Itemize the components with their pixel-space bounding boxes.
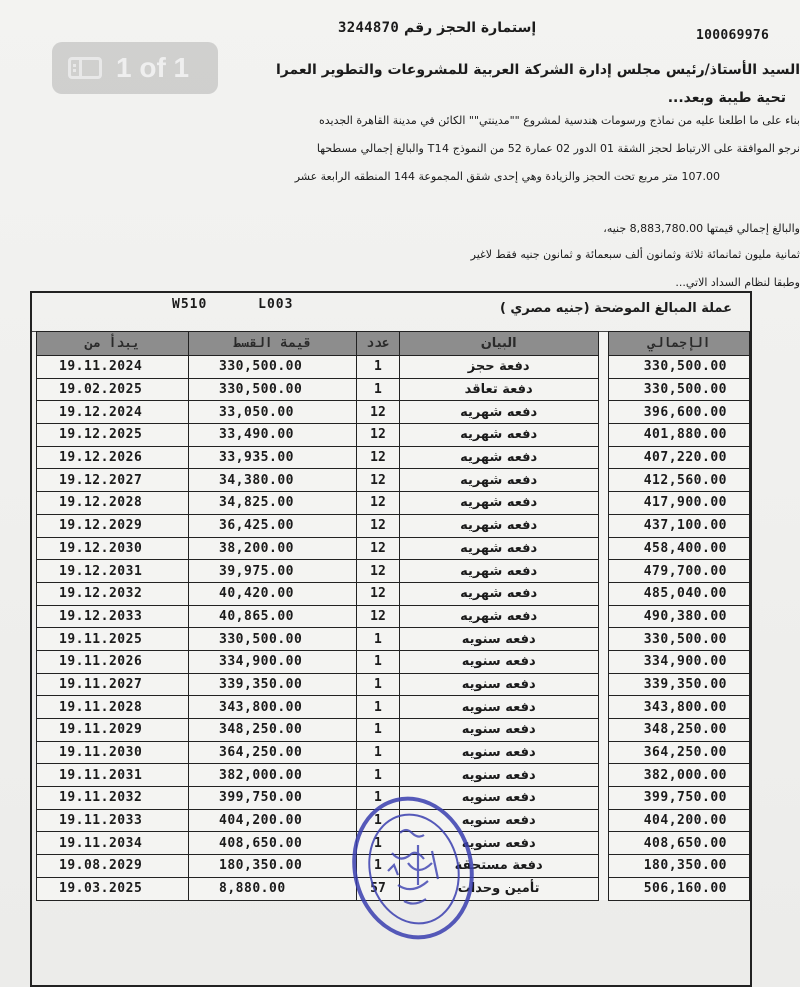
- cell-installment: 8,880.00: [189, 877, 357, 900]
- form-number: 3244870: [338, 20, 400, 36]
- cell-start-date: 19.11.2028: [37, 696, 189, 719]
- cell-description: دفعه سنويه: [399, 809, 598, 832]
- table-row: [37, 446, 750, 469]
- payment-plan-intro: وطبقا لنظام السداد الاتي...: [675, 276, 800, 289]
- cell-description: دفعه سنويه: [399, 696, 598, 719]
- cell-installment: 330,500.00: [189, 628, 357, 651]
- cell-count: 1: [357, 378, 400, 401]
- table-row: [37, 378, 750, 401]
- cell-start-date: 19.12.2031: [37, 560, 189, 583]
- cell-start-date: 19.11.2032: [37, 787, 189, 810]
- letter-body-line-2: نرجو الموافقة على الارتباط لحجز الشقة 01 الدور 02 عمارة 52 من النموذج T14 والبالغ إجمالي مسطحها: [316, 142, 800, 155]
- code-w510: W510: [172, 297, 208, 312]
- table-row: [37, 582, 750, 605]
- cell-start-date: 19.03.2025: [37, 877, 189, 900]
- total-value-line: والبالغ إجمالي قيمتها 8,883,780.00 جنيه،: [603, 222, 800, 235]
- table-row: [37, 469, 750, 492]
- column-gap: [598, 628, 609, 651]
- table-row: [37, 719, 750, 742]
- cell-total: 364,250.00: [609, 741, 750, 764]
- cell-total: 180,350.00: [609, 855, 750, 878]
- addressee-line: السيد الأستاذ/رئيس مجلس إدارة الشركة العربية للمشروعات والتطوير العمرا: [275, 62, 800, 78]
- cell-description: دفعه سنويه: [399, 741, 598, 764]
- table-header-row: [37, 332, 750, 356]
- cell-total: 401,880.00: [609, 424, 750, 447]
- cell-description: دفعه سنويه: [399, 832, 598, 855]
- cell-count: 1: [357, 719, 400, 742]
- cell-count: 1: [357, 628, 400, 651]
- form-title-block: [338, 20, 536, 36]
- cell-total: 458,400.00: [609, 537, 750, 560]
- table-row: [37, 537, 750, 560]
- cell-count: 1: [357, 832, 400, 855]
- cell-start-date: 19.11.2034: [37, 832, 189, 855]
- column-gap: [598, 855, 609, 878]
- column-gap: [598, 741, 609, 764]
- table-row: [37, 560, 750, 583]
- form-title: إستمارة الحجز رقم: [403, 20, 537, 36]
- table-row: [37, 424, 750, 447]
- cell-installment: 399,750.00: [189, 787, 357, 810]
- cell-total: 339,350.00: [609, 673, 750, 696]
- unit-codes: [172, 297, 335, 312]
- company-seal-stamp: [348, 793, 478, 943]
- cell-count: 1: [357, 673, 400, 696]
- cell-description: دفعه شهريه: [399, 560, 598, 583]
- cell-count: 12: [357, 582, 400, 605]
- cell-count: 12: [357, 424, 400, 447]
- cell-count: 12: [357, 492, 400, 515]
- cell-installment: 404,200.00: [189, 809, 357, 832]
- cell-installment: 40,865.00: [189, 605, 357, 628]
- column-gap: [598, 696, 609, 719]
- cell-description: دفعة حجز: [399, 356, 598, 379]
- letter-body-line-3: 107.00 متر مربع تحت الحجز والزيادة وهي إحدى شقق المجموعة 144 المنطقه الرابعة عشر: [294, 170, 720, 183]
- cell-installment: 364,250.00: [189, 741, 357, 764]
- cell-installment: 33,935.00: [189, 446, 357, 469]
- cell-installment: 34,380.00: [189, 469, 357, 492]
- cell-total: 330,500.00: [609, 378, 750, 401]
- column-gap: [598, 673, 609, 696]
- cell-start-date: 19.12.2032: [37, 582, 189, 605]
- cell-installment: 408,650.00: [189, 832, 357, 855]
- cell-description: دفعه شهريه: [399, 514, 598, 537]
- cell-start-date: 19.11.2030: [37, 741, 189, 764]
- column-gap: [598, 424, 609, 447]
- col-count: عدد: [357, 332, 400, 356]
- cell-installment: 334,900.00: [189, 650, 357, 673]
- cell-installment: 36,425.00: [189, 514, 357, 537]
- col-description: البيان: [399, 332, 598, 356]
- cell-total: 485,040.00: [609, 582, 750, 605]
- cell-description: دفعه سنويه: [399, 787, 598, 810]
- table-row: [37, 628, 750, 651]
- column-gap: [598, 492, 609, 515]
- letter-body-line-1: بناء على ما اطلعنا عليه من نماذج ورسومات هندسية لمشروع ""مدينتي"" الكائن في مدينة القاهرة الجديده: [318, 114, 800, 127]
- cell-count: 12: [357, 605, 400, 628]
- cell-description: دفعه شهريه: [399, 582, 598, 605]
- table-row: [37, 356, 750, 379]
- cell-total: 343,800.00: [609, 696, 750, 719]
- cell-description: دفعه سنويه: [399, 764, 598, 787]
- cell-total: 479,700.00: [609, 560, 750, 583]
- cell-description: دفعه شهريه: [399, 401, 598, 424]
- cell-start-date: 19.12.2025: [37, 424, 189, 447]
- column-gap: [598, 469, 609, 492]
- cell-start-date: 19.11.2029: [37, 719, 189, 742]
- cell-count: 12: [357, 537, 400, 560]
- cell-total: 417,900.00: [609, 492, 750, 515]
- cell-installment: 343,800.00: [189, 696, 357, 719]
- cell-start-date: 19.11.2024: [37, 356, 189, 379]
- column-gap: [598, 582, 609, 605]
- cell-installment: 34,825.00: [189, 492, 357, 515]
- cell-total: 399,750.00: [609, 787, 750, 810]
- cell-count: 1: [357, 650, 400, 673]
- cell-total: 408,650.00: [609, 832, 750, 855]
- cell-total: 506,160.00: [609, 877, 750, 900]
- cell-start-date: 19.02.2025: [37, 378, 189, 401]
- cell-start-date: 19.12.2029: [37, 514, 189, 537]
- cell-description: دفعه سنويه: [399, 719, 598, 742]
- cell-installment: 39,975.00: [189, 560, 357, 583]
- table-row: [37, 764, 750, 787]
- cell-installment: 339,350.00: [189, 673, 357, 696]
- greeting-line: تحية طيبة وبعد...: [667, 90, 786, 106]
- cell-total: 396,600.00: [609, 401, 750, 424]
- col-start-date: يبدأ من: [37, 332, 189, 356]
- column-gap: [598, 650, 609, 673]
- cell-start-date: 19.12.2026: [37, 446, 189, 469]
- cell-start-date: 19.12.2030: [37, 537, 189, 560]
- column-gap: [598, 378, 609, 401]
- cell-description: دفعه شهريه: [399, 446, 598, 469]
- column-gap: [598, 832, 609, 855]
- cell-installment: 33,050.00: [189, 401, 357, 424]
- table-row: [37, 696, 750, 719]
- column-gap: [598, 605, 609, 628]
- table-row: [37, 650, 750, 673]
- column-gap: [598, 877, 609, 900]
- document-number: 100069976: [696, 28, 770, 43]
- cell-start-date: 19.12.2024: [37, 401, 189, 424]
- table-row: [37, 401, 750, 424]
- column-gap: [598, 537, 609, 560]
- column-gap: [598, 560, 609, 583]
- cell-installment: 330,500.00: [189, 356, 357, 379]
- table-row: [37, 492, 750, 515]
- table-row: [37, 741, 750, 764]
- cell-count: 57: [357, 877, 400, 900]
- cell-installment: 33,490.00: [189, 424, 357, 447]
- cell-description: دفعة تعاقد: [399, 378, 598, 401]
- cell-count: 12: [357, 514, 400, 537]
- cell-total: 382,000.00: [609, 764, 750, 787]
- cell-installment: 348,250.00: [189, 719, 357, 742]
- sidebar-toggle-icon[interactable]: [68, 57, 102, 79]
- cell-count: 12: [357, 469, 400, 492]
- column-gap: [598, 719, 609, 742]
- currency-note: عملة المبالغ الموضحة (جنيه مصري ): [499, 301, 732, 316]
- cell-count: 12: [357, 446, 400, 469]
- cell-count: 1: [357, 741, 400, 764]
- column-gap: [598, 809, 609, 832]
- cell-description: دفعه سنويه: [399, 650, 598, 673]
- table-row: [37, 673, 750, 696]
- cell-total: 404,200.00: [609, 809, 750, 832]
- cell-total: 412,560.00: [609, 469, 750, 492]
- page-indicator[interactable]: [52, 42, 218, 94]
- cell-count: 12: [357, 560, 400, 583]
- column-gap: [598, 514, 609, 537]
- cell-start-date: 19.11.2027: [37, 673, 189, 696]
- cell-start-date: 19.11.2025: [37, 628, 189, 651]
- cell-description: دفعه شهريه: [399, 469, 598, 492]
- table-row: [37, 605, 750, 628]
- cell-start-date: 19.11.2031: [37, 764, 189, 787]
- cell-description: دفعه سنويه: [399, 673, 598, 696]
- cell-start-date: 19.08.2029: [37, 855, 189, 878]
- cell-description: دفعة مستحقة: [399, 855, 598, 878]
- cell-start-date: 19.11.2033: [37, 809, 189, 832]
- cell-total: 330,500.00: [609, 628, 750, 651]
- column-gap: [598, 401, 609, 424]
- cell-installment: 330,500.00: [189, 378, 357, 401]
- cell-description: دفعه سنويه: [399, 628, 598, 651]
- cell-start-date: 19.12.2033: [37, 605, 189, 628]
- cell-count: 1: [357, 696, 400, 719]
- column-gap: [598, 332, 609, 356]
- page-count-label: 1 of 1: [116, 52, 190, 83]
- col-total: الإجمالي: [609, 332, 750, 356]
- cell-count: 1: [357, 356, 400, 379]
- column-gap: [598, 787, 609, 810]
- cell-total: 330,500.00: [609, 356, 750, 379]
- column-gap: [598, 356, 609, 379]
- cell-description: تأمين وحدات: [399, 877, 598, 900]
- cell-description: دفعه شهريه: [399, 492, 598, 515]
- table-caption-strip: [32, 293, 750, 332]
- cell-count: 1: [357, 764, 400, 787]
- column-gap: [598, 446, 609, 469]
- cell-count: 1: [357, 855, 400, 878]
- cell-start-date: 19.11.2026: [37, 650, 189, 673]
- cell-description: دفعه شهريه: [399, 605, 598, 628]
- cell-installment: 38,200.00: [189, 537, 357, 560]
- cell-installment: 40,420.00: [189, 582, 357, 605]
- amount-in-words-line: ثمانية مليون ثمانمائة ثلاثة وثمانون ألف سبعمائة و ثمانون جنيه فقط لاغير: [470, 248, 800, 261]
- cell-total: 348,250.00: [609, 719, 750, 742]
- cell-start-date: 19.12.2028: [37, 492, 189, 515]
- cell-installment: 382,000.00: [189, 764, 357, 787]
- cell-total: 334,900.00: [609, 650, 750, 673]
- table-row: [37, 514, 750, 537]
- col-installment: قيمة القسط: [189, 332, 357, 356]
- cell-description: دفعه شهريه: [399, 424, 598, 447]
- cell-total: 437,100.00: [609, 514, 750, 537]
- cell-description: دفعه شهريه: [399, 537, 598, 560]
- cell-count: 1: [357, 809, 400, 832]
- cell-total: 490,380.00: [609, 605, 750, 628]
- cell-count: 12: [357, 401, 400, 424]
- column-gap: [598, 764, 609, 787]
- cell-start-date: 19.12.2027: [37, 469, 189, 492]
- cell-installment: 180,350.00: [189, 855, 357, 878]
- code-l003: L003: [258, 297, 294, 312]
- cell-count: 1: [357, 787, 400, 810]
- cell-total: 407,220.00: [609, 446, 750, 469]
